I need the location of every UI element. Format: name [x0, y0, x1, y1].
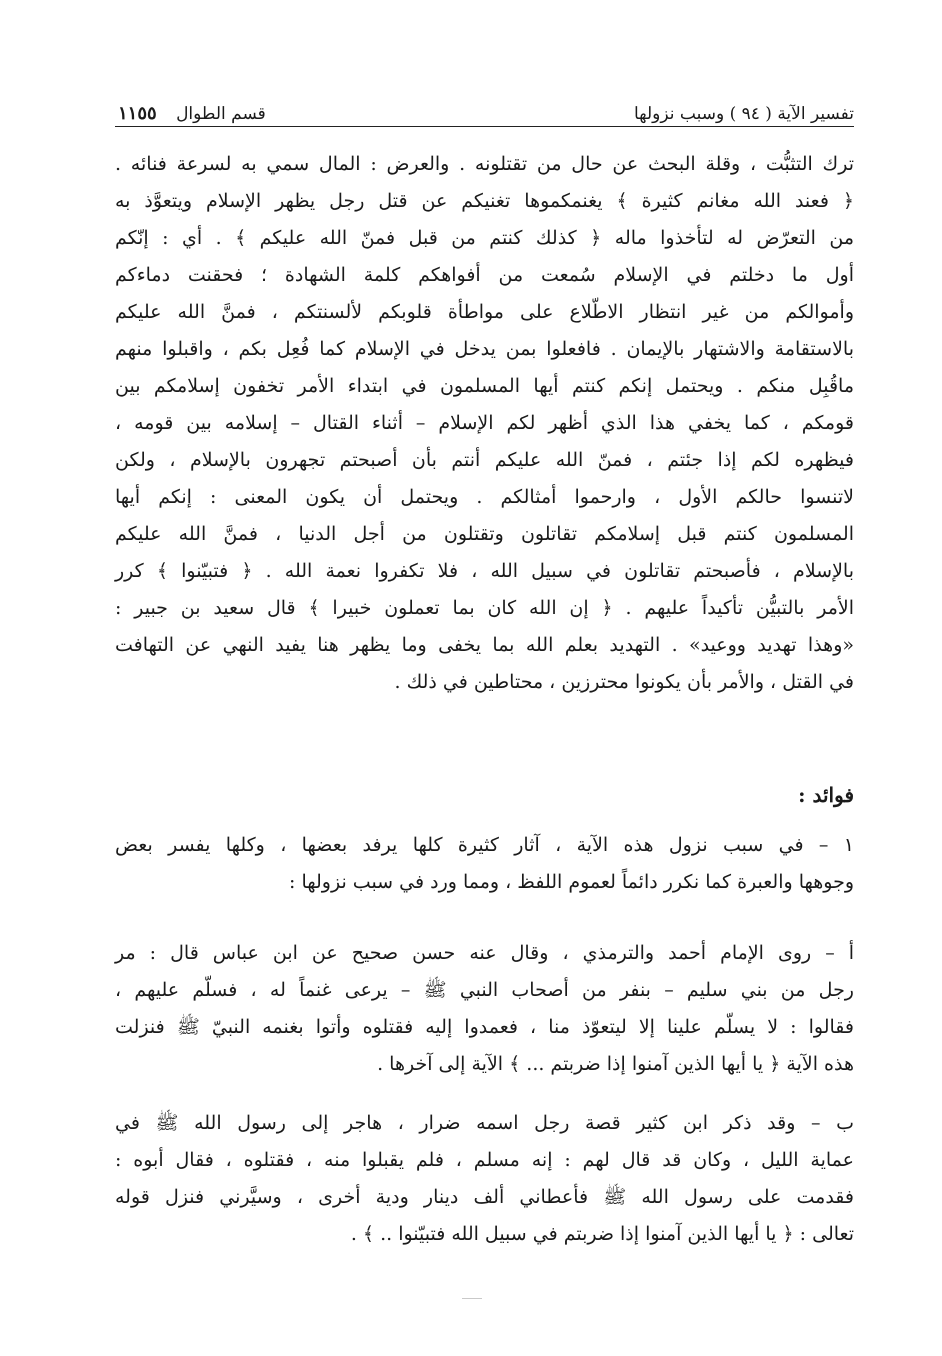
text-line: ﴿ فعند الله مغانم كثيرة ﴾ يغنمكموها تغنيكم عن قتل رجل يظهر الإسلام ويتعوَّذ به	[115, 190, 854, 212]
text-line: هذه الآية ﴿ يا أيها الذين آمنوا إذا ضربتم ... ﴾ الآية إلى آخرها .	[377, 1053, 854, 1075]
text-line: ب – وقد ذكر ابن كثير قصة رجل اسمه ضرار ، هاجر إلى رسول الله ﷺ في	[115, 1112, 854, 1134]
header-rule	[115, 126, 854, 127]
header-section	[118, 103, 266, 124]
benefit-paragraph	[115, 827, 854, 901]
text-line: فيظهره لكم إذا جئتم ، فمنّ الله عليكم أنتم بأن أصبحتم تجهرون بالإسلام ، ولكن	[115, 449, 854, 471]
header-title: تفسير الآية ( ٩٤ ) وسبب نزولها	[633, 104, 854, 124]
text-line: «وهذا تهديد ووعيد» . التهديد بعلم الله بما يخفى وما يظهر هنا يفيد النهي عن التهافت	[115, 634, 854, 656]
text-line: الأمر بالتبيُّن تأكيداً عليهم . ﴿ إن الله كان بما تعملون خبيرا ﴾ قال سعيد بن جبير :	[115, 597, 854, 619]
text-line: أ – روى الإمام أحمد والترمذي ، وقال عنه حسن صحيح عن ابن عباس قال : مر	[115, 942, 854, 964]
text-line: فقدمت على رسول الله ﷺ فأعطاني ألف دينار ودية أخرى ، وسيَّرني فنزل قوله	[115, 1186, 854, 1208]
section-heading: فوائد :	[798, 783, 854, 807]
text-line: لاتنسوا حالكم الأول ، وارحموا أمثالكم . ويحتمل أن يكون المعنى : إنكم أيها	[115, 486, 854, 508]
footer-mark	[462, 1298, 482, 1299]
text-line: تعالى : ﴿ يا أيها الذين آمنوا إذا ضربتم في سبيل الله فتبيّنوا .. ﴾ .	[350, 1223, 854, 1245]
text-line: بالاستقامة والاشتهار بالإيمان . فافعلوا بمن يدخل في الإسلام كما فُعِل بكم ، واقبلوا منهم	[115, 338, 854, 360]
main-commentary	[115, 146, 854, 701]
narration-b	[115, 1105, 854, 1253]
text-line: وأموالكم من غير انتظار الاطّلاع على مواطأة قلوبكم لألسنتكم ، فمنَّ الله عليكم	[115, 301, 854, 323]
text-line: في القتل ، والأمر بأن يكونوا محترزين ، محتاطين في ذلك .	[394, 671, 854, 693]
text-line: فقالوا : لا يسلّم علينا إلا ليتعوّذ منا ، فعمدوا إليه فقتلوه وأتوا بغنمه النبيّ ﷺ فنزلت	[115, 1016, 854, 1038]
text-line: أول ما دخلتم في الإسلام سُمعت من أفواهكم كلمة الشهادة ؛ فحقنت دماءكم	[115, 264, 854, 286]
text-line: من التعرّض له لتأخذوا ماله ﴿ كذلك كنتم من قبل فمنّ الله عليكم ﴾ . أي : إنّكم	[115, 227, 854, 249]
page-number: ١١٥٥	[118, 103, 157, 124]
text-line: ماقُبِل منكم . ويحتمل إنكم كنتم أيها المسلمون في ابتداء الأمر تخفون إسلامكم بين	[115, 375, 854, 397]
text-line: قومكم ، كما يخفي هذا الذي أظهر لكم الإسلام – أثناء القتال – إسلامه بين قومه ،	[115, 412, 854, 434]
narration-a	[115, 935, 854, 1083]
text-line: وجوهها والعبرة كما نكرر دائماً لعموم اللفظ ، ومما ورد في سبب نزولها :	[289, 871, 854, 893]
section-name: قسم الطوال	[176, 104, 266, 124]
text-line: رجل من بني سليم – بنفر من أصحاب النبي ﷺ – يرعى غنماً له ، فسلّم عليهم ،	[115, 979, 854, 1001]
running-header	[118, 88, 854, 124]
text-line: ترك التثبُّت ، وقلة البحث عن حال من تقتلونه . والعرض : المال سمي به لسرعة فنائه .	[115, 153, 854, 175]
text-line: عماية الليل ، وكان قد قال لهم : إنه مسلم ، فلم يقبلوا منه ، فقتلوه ، فقال أبوه :	[115, 1149, 854, 1171]
text-line: المسلمون كنتم قبل إسلامكم تقاتلون وتقتلون من أجل الدنيا ، فمنَّ الله عليكم	[115, 523, 854, 545]
text-line: بالإسلام ، فأصبحتم تقاتلون في سبيل الله ، فلا تكفروا نعمة الله . ﴿ فتبيّنوا ﴾ كرر	[115, 560, 854, 582]
text-line: ١ – في سبب نزول هذه الآية ، آثار كثيرة كلها يرفد بعضها ، وكلها يفسر بعض	[115, 834, 854, 856]
